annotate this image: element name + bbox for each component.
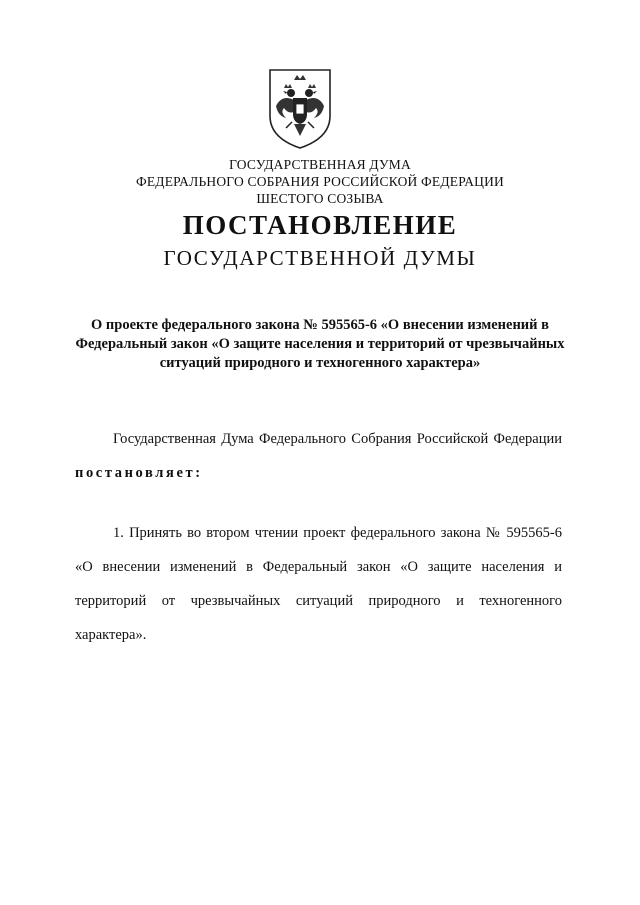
org-line-1: ГОСУДАРСТВЕННАЯ ДУМА bbox=[229, 157, 411, 172]
organization-header bbox=[0, 156, 640, 207]
intro-paragraph bbox=[75, 422, 562, 490]
intro-text: Государственная Дума Федерального Собрания Российской Федерации bbox=[113, 431, 562, 447]
document-title: ПОСТАНОВЛЕНИЕ bbox=[182, 210, 458, 240]
document-subtitle: ГОСУДАРСТВЕННОЙ ДУМЫ bbox=[163, 246, 477, 270]
russian-coat-of-arms-icon bbox=[264, 66, 336, 150]
item-1-paragraph bbox=[75, 516, 562, 652]
org-line-3: ШЕСТОГО СОЗЫВА bbox=[256, 191, 384, 206]
item-1-text: 1. Принять во втором чтении проект федерального закона № 595565-6 «О внесении изменений в Федеральный закон «О защите населения и территорий от чрезвычайных ситуаций природного и техногенного характера». bbox=[75, 525, 562, 643]
org-line-2: ФЕДЕРАЛЬНОГО СОБРАНИЯ РОССИЙСКОЙ ФЕДЕРАЦИИ bbox=[136, 174, 504, 189]
resolution-subject: О проекте федерального закона № 595565-6 «О внесении изменений в Федеральный закон «О защите населения и территорий от чрезвычайных ситуаций природного и техногенного характера» bbox=[75, 317, 565, 371]
intro-verb: постановляет: bbox=[75, 465, 203, 481]
